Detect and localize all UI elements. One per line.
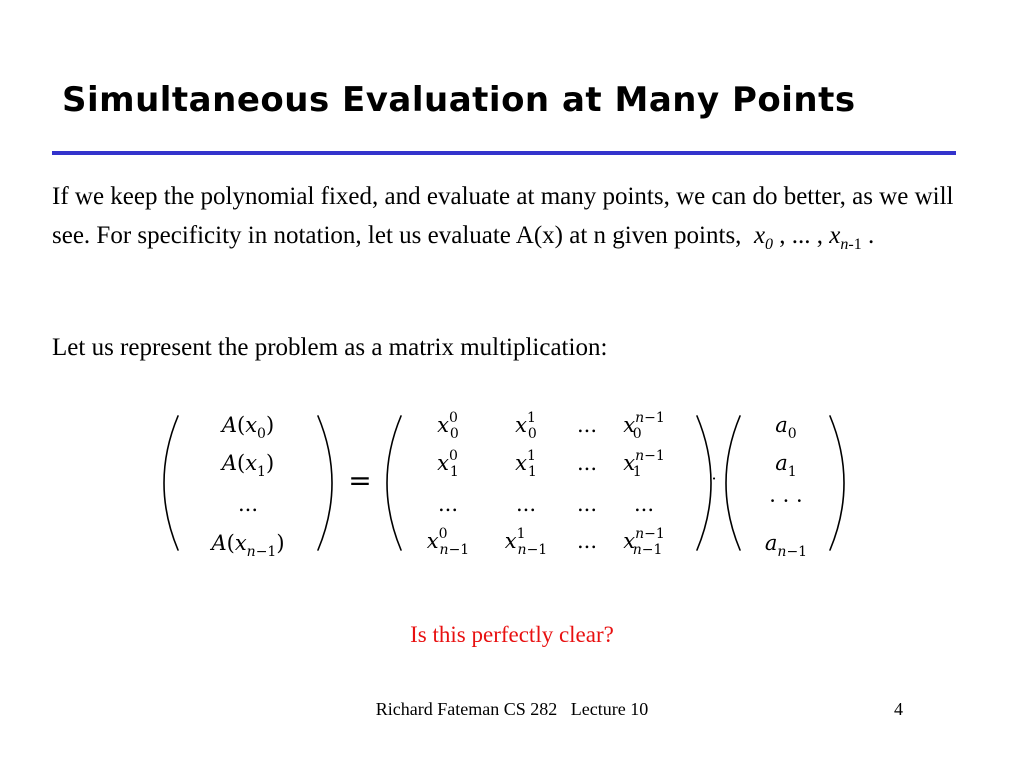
equals-sign: = (348, 464, 372, 497)
matrix-cell-3-3: $x^{n-1}$ n−1 (623, 526, 665, 558)
matrix-cell-2-3: ... (633, 492, 655, 516)
matrix-cell-3-2: ... (576, 529, 598, 553)
matrix-cell-2-1: ... (515, 492, 537, 516)
lhs-entry-1: $A(x_1)$ (221, 451, 275, 480)
lhs-entry-2: ... (237, 492, 259, 516)
matrix-cell-3-1: $x^1$ n−1 (504, 526, 548, 558)
matrix-left-paren (387, 416, 401, 550)
matrix-cell-0-0: $x^0$ 0 (437, 410, 459, 442)
clear-question: Is this perfectly clear? (410, 622, 614, 647)
page-number: 4 (894, 699, 903, 719)
coefficient-2: · · · (769, 489, 803, 513)
vector-right-paren (830, 416, 844, 550)
matrix-cell-2-0: ... (437, 492, 459, 516)
matrix-cell-1-1: $x^1$ 1 (515, 448, 537, 480)
matrix-intro-paragraph: Let us represent the problem as a matrix multiplication: (52, 334, 608, 361)
lhs-left-paren (164, 416, 178, 550)
matrix-cell-0-2: ... (576, 413, 598, 437)
matrix-cell-0-1: $x^1$ 0 (515, 410, 537, 442)
intro-text: If we keep the polynomial fixed, and evaluate at many points, we can do better, as we will see. For specificity in notation, let us evaluate A(x) at n given points, (52, 183, 954, 249)
coefficient-1: $a_1$ (775, 451, 797, 480)
matrix-cell-1-2: ... (576, 451, 598, 475)
lhs-entry-0: $A(x_0)$ (221, 413, 275, 442)
matrix-cell-2-2: ... (576, 492, 598, 516)
matrix-cell-1-0: $x^0$ 1 (437, 448, 459, 480)
footer-credit: Richard Fateman CS 282 Lecture 10 (375, 699, 649, 719)
lhs-right-paren (318, 416, 332, 550)
title-divider (52, 151, 956, 155)
intro-paragraph: If we keep the polynomial fixed, and evaluate at many points, we can do better, as we will see. For specificity in notation, let us evaluate A(x) at n given points, $x_0$ , ... , $x_{n-1}$ . (52, 183, 954, 253)
coefficient-3: $a_{n-1}$ (764, 531, 808, 560)
lhs-entry-3: $A(x_{n-1})$ (211, 531, 285, 560)
matrix-equation (150, 398, 850, 568)
matrix-cell-0-3: $x^{n-1}$ 0 (623, 410, 665, 442)
matrix-cell-1-3: $x^{n-1}$ 1 (623, 448, 665, 480)
multiply-dot: · (711, 469, 717, 488)
matrix-right-paren (697, 416, 711, 550)
points-expression: $x_0$ , ... , $x_{n-1}$ (753, 222, 862, 253)
matrix-cell-3-0: $x^0$ n−1 (426, 526, 470, 558)
vector-left-paren (726, 416, 740, 550)
coefficient-0: $a_0$ (775, 413, 797, 442)
slide-title: Simultaneous Evaluation at Many Points (62, 80, 856, 120)
